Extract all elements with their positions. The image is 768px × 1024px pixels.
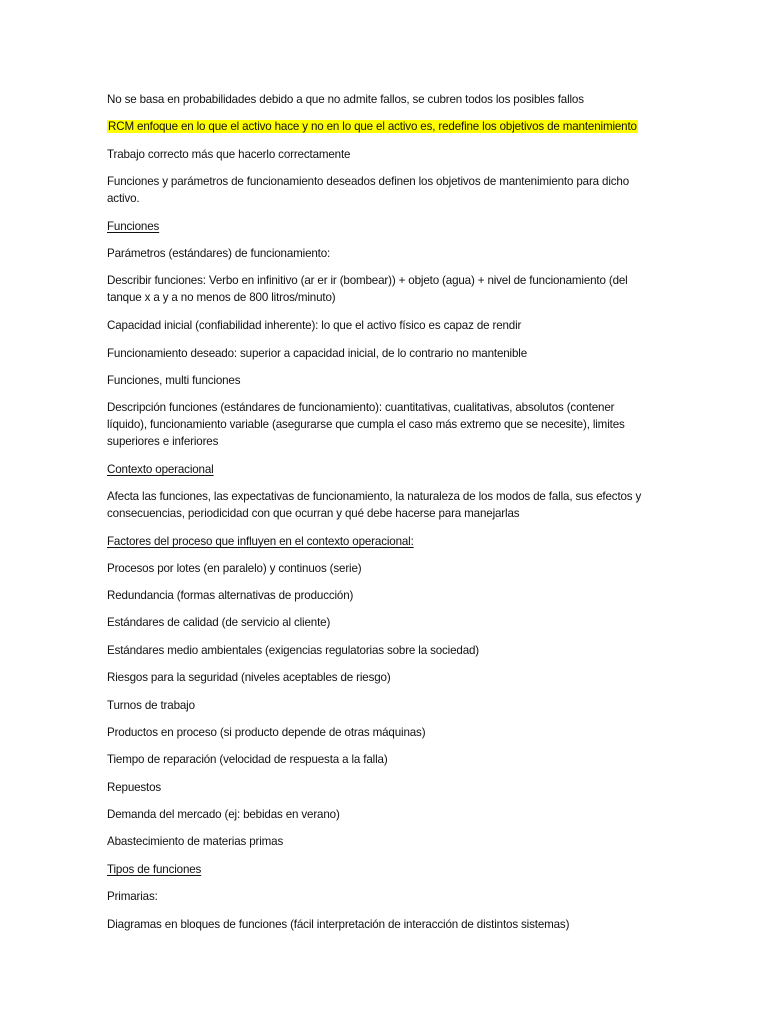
list-item-riesgos-seguridad: Riesgos para la seguridad (niveles aceptables de riesgo) [107,671,391,684]
paragraph-primarias: Primarias: [107,890,158,903]
paragraph-multi-funciones: Funciones, multi funciones [107,374,241,387]
list-item-demanda-mercado: Demanda del mercado (ej: bebidas en verano) [107,808,340,821]
paragraph-describir-funciones: Describir funciones: Verbo en infinitivo (ar er ir (bombear)) + objeto (agua) + nivel de funcionamiento (del tanque x a y a no menos de 800 litros/minuto) [107,274,628,304]
paragraph-rcm-enfoque [107,118,652,135]
paragraph-capacidad-inicial: Capacidad inicial (confiabilidad inherente): lo que el activo físico es capaz de rendir [107,319,522,332]
list-item-abastecimiento: Abastecimiento de materias primas [107,835,284,848]
list-item-turnos-trabajo: Turnos de trabajo [107,699,195,712]
paragraph-descripcion-funciones: Descripción funciones (estándares de funcionamiento): cuantitativas, cualitativas, absolutos (contener líquido), funcionamiento variable (asegurarse que cumpla el caso más extremo que se necesite), limites superiores e inferiores [107,401,625,448]
heading-tipos-funciones: Tipos de funciones [107,863,202,876]
list-item-redundancia: Redundancia (formas alternativas de producción) [107,589,354,602]
paragraph-no-probabilidades: No se basa en probabilidades debido a que no admite fallos, se cubren todos los posibles fallos [107,93,584,106]
highlighted-text: RCM enfoque en lo que el activo hace y no en lo que el activo es, redefine los objetivos de mantenimiento [108,120,637,133]
paragraph-funciones-parametros: Funciones y parámetros de funcionamiento deseados definen los objetivos de mantenimiento para dicho activo. [107,175,630,205]
list-item-productos-proceso: Productos en proceso (si producto depende de otras máquinas) [107,726,426,739]
heading-factores-proceso: Factores del proceso que influyen en el contexto operacional: [107,535,414,548]
list-item-procesos-lotes: Procesos por lotes (en paralelo) y continuos (serie) [107,562,362,575]
list-item-repuestos: Repuestos [107,781,162,794]
heading-funciones: Funciones [107,220,160,233]
list-item-estandares-calidad: Estándares de calidad (de servicio al cliente) [107,616,331,629]
paragraph-parametros: Parámetros (estándares) de funcionamiento: [107,247,331,260]
heading-contexto-operacional: Contexto operacional [107,463,214,476]
paragraph-trabajo-correcto: Trabajo correcto más que hacerlo correctamente [107,148,351,161]
paragraph-funcionamiento-deseado: Funcionamiento deseado: superior a capacidad inicial, de lo contrario no mantenible [107,347,528,360]
list-item-estandares-ambientales: Estándares medio ambientales (exigencias regulatorias sobre la sociedad) [107,644,480,657]
paragraph-diagramas-bloques: Diagramas en bloques de funciones (fácil interpretación de interacción de distintos sistemas) [107,918,570,931]
paragraph-afecta-funciones: Afecta las funciones, las expectativas de funcionamiento, la naturaleza de los modos de falla, sus efectos y consecuencias, periodicidad con que ocurran y qué debe hacerse para manejarlas [107,490,642,520]
list-item-tiempo-reparacion: Tiempo de reparación (velocidad de respuesta a la falla) [107,753,388,766]
